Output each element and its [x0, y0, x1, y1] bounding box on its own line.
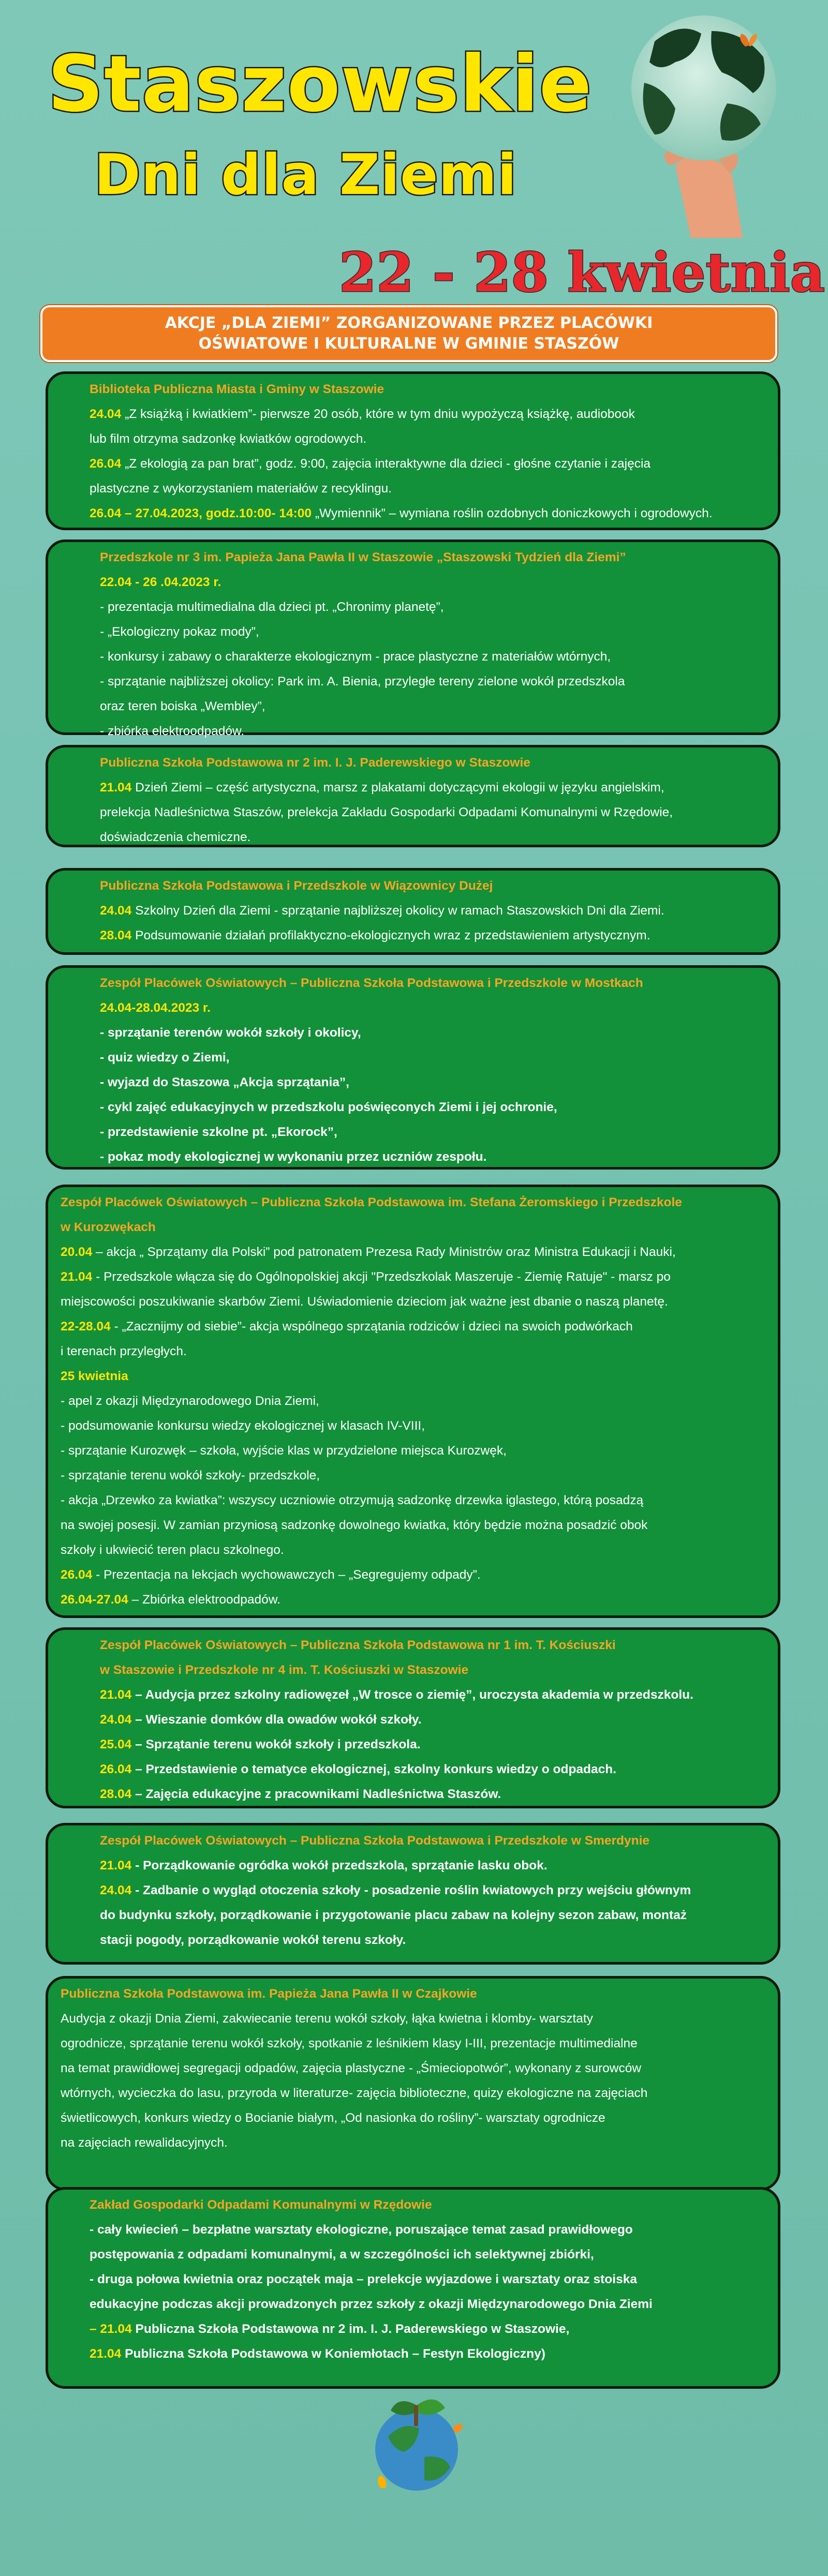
list-item: [61, 1513, 778, 1538]
item-date: 25.04: [100, 1738, 132, 1751]
list-item: [100, 1732, 778, 1757]
list-item: [100, 1853, 778, 1878]
item-text: - apel z okazji Międzynarodowego Dnia Ziemi,: [61, 1394, 319, 1408]
list-item: [61, 2006, 778, 2031]
item-date: 21.04: [100, 1688, 132, 1702]
item-text: na zajęciach rewalidacyjnych.: [61, 2136, 228, 2150]
item-text: - pokaz mody ekologicznej w wykonaniu przez uczniów zespołu.: [100, 1150, 487, 1164]
list-item: [61, 1314, 778, 1339]
item-text: - Przedszkole włącza się do Ogólnopolskiej akcji "Przedszkolak Maszeruje - Ziemię Ratuje" - marsz po: [92, 1270, 671, 1284]
list-item: [100, 694, 778, 719]
item-text: - cykl zajęć edukacyjnych w przedszkolu poświęconych Ziemi i jej ochronie,: [100, 1100, 557, 1114]
item-text: do budynku szkoły, porządkowanie i przygotowanie placu zabaw na kolejny sezon zabaw, montaż: [100, 1908, 687, 1922]
item-date: 21.04: [90, 2347, 122, 2361]
list-item: [90, 501, 778, 526]
list-item: [61, 2131, 778, 2155]
list-item: [61, 1414, 778, 1439]
list-item: [61, 1339, 778, 1364]
item-date: 24.04: [90, 407, 122, 421]
section-box: [46, 868, 780, 955]
item-date: 28.04: [100, 1787, 132, 1801]
list-item: [100, 645, 778, 669]
item-text: – Wieszanie domków dla owadów wokół szkoły.: [131, 1713, 422, 1727]
list-item: [90, 2242, 778, 2267]
list-item: [61, 2056, 778, 2081]
item-text: Publiczna Szkoła Podstawowa nr 2 im. I. J. Paderewskiego w Staszowie,: [131, 2322, 570, 2336]
item-text: - quiz wiedzy o Ziemi,: [100, 1051, 230, 1065]
item-text: ogrodnicze, sprzątanie terenu wokół szkoły, spotkanie z leśnikiem klasy I-III, prezentacje multimedialne: [61, 2036, 638, 2050]
item-text: - Porządkowanie ogródka wokół przedszkola, sprzątanie lasku obok.: [131, 1859, 548, 1873]
section-header: w Kurozwękach: [61, 1220, 156, 1234]
event-dates: 22 - 28 kwietnia: [339, 241, 825, 304]
item-date: 26.04: [100, 1762, 132, 1776]
section-box: [46, 371, 780, 530]
item-text: - konkursy i zabawy o charakterze ekologicznym - prace plastyczne z materiałów wtórnych,: [100, 650, 611, 664]
list-item: [100, 570, 778, 595]
section-box: [46, 1976, 780, 2191]
section-box: [46, 2187, 780, 2389]
item-date: 20.04: [61, 1245, 93, 1259]
item-text: - druga połowa kwietnia oraz początek maja – prelekcje wyjazdowe i warsztaty oraz stoiska: [90, 2272, 637, 2286]
list-item: [90, 476, 778, 501]
item-text: „Wymiennik” – wymiana roślin ozdobnych doniczkowych i ogrodowych.: [312, 506, 713, 520]
item-date: 25 kwietnia: [61, 1369, 128, 1383]
item-text: - cały kwiecień – bezpłatne warsztaty ekologiczne, poruszające temat zasad prawidłowego: [90, 2223, 633, 2237]
list-item: [61, 1439, 778, 1463]
section-header: Biblioteka Publiczna Miasta i Gminy w Staszowie: [90, 382, 385, 396]
item-text: Podsumowanie działań profilaktyczno-ekologicznych wraz z przedstawieniem artystycznym.: [131, 928, 650, 942]
tree-icon: [362, 2390, 471, 2509]
globe-icon: [613, 10, 792, 238]
list-item: [100, 1145, 778, 1170]
item-text: - przedstawienie szkolne pt. „Ekorock”,: [100, 1125, 337, 1139]
item-text: „Z książką i kwiatkiem”- pierwsze 20 osób, które w tym dniu wypożyczą książkę, audiobook: [121, 407, 635, 421]
item-text: oraz teren boiska „Wembley”,: [100, 699, 265, 713]
item-text: doświadczenia chemiczne.: [100, 830, 251, 844]
list-item: [100, 1878, 778, 1903]
item-date: 22-28.04: [61, 1320, 111, 1334]
item-text: stacji pogody, porządkowanie wokół terenu szkoły.: [100, 1933, 406, 1947]
list-item: [90, 2342, 778, 2367]
item-text: - sprzątanie terenów wokół szkoły i okolicy,: [100, 1026, 361, 1040]
section-header: Publiczna Szkoła Podstawowa i Przedszkole w Wiązownicy Dużej: [100, 879, 493, 893]
item-text: - akcja „Drzewko za kwiatka”: wszyscy uczniowie otrzymują sadzonkę drzewka iglastego, którą posadzą: [61, 1493, 644, 1507]
item-text: lub film otrzyma sadzonkę kwiatków ogrodowych.: [90, 432, 367, 446]
section-header: Publiczna Szkoła Podstawowa nr 2 im. I. J. Paderewskiego w Staszowie: [100, 756, 530, 770]
item-text: prelekcja Nadleśnictwa Staszów, prelekcja Zakładu Gospodarki Odpadami Komunalnymi w Rzędowie,: [100, 805, 673, 819]
item-date: 21.04: [100, 781, 132, 795]
item-text: – Przedstawienie o tematyce ekologicznej, szkolny konkurs wiedzy o odpadach.: [131, 1762, 617, 1776]
item-text: - sprzątanie najbliższej okolicy: Park im. A. Bienia, przyległe tereny zielone wokół przedszkola: [100, 675, 625, 688]
item-text: - sprzątanie Kurozwęk – szkoła, wyjście klas w przydzielone miejsca Kurozwęk,: [61, 1444, 507, 1458]
item-date: 21.04: [100, 1859, 132, 1873]
list-item: [100, 595, 778, 620]
section-box: [46, 965, 780, 1170]
section-header: Zespół Placówek Oświatowych – Publiczna Szkoła Podstawowa i Przedszkole w Smerdynie: [100, 1834, 650, 1848]
item-text: - prezentacja multimedialna dla dzieci pt. „Chronimy planetę”,: [100, 600, 444, 614]
item-text: Audycja z okazji Dnia Ziemi, zakwiecanie terenu wokół szkoły, łąka kwietna i klomby- warsztaty: [61, 2012, 593, 2026]
list-item: [100, 620, 778, 645]
list-item: [61, 1463, 778, 1488]
item-text: - sprzątanie terenu wokół szkoły- przedszkole,: [61, 1469, 320, 1482]
list-item: [100, 1757, 778, 1782]
list-item: [100, 1045, 778, 1070]
list-item: [61, 1364, 778, 1389]
list-item: [90, 2267, 778, 2292]
title-line-2: Dni dla Ziemi: [94, 143, 518, 207]
list-item: [61, 2106, 778, 2131]
item-text: i terenach przyległych.: [61, 1344, 187, 1358]
item-text: - wyjazd do Staszowa „Akcja sprzątania”,: [100, 1075, 349, 1089]
list-item: [100, 775, 778, 800]
list-item: [90, 452, 778, 476]
list-item: [100, 1928, 778, 1953]
item-text: – Zbiórka elektroodpadów.: [128, 1593, 280, 1607]
list-item: [61, 1389, 778, 1414]
list-item: [90, 2218, 778, 2242]
list-item: [100, 1903, 778, 1928]
list-item: [61, 1290, 778, 1314]
item-text: na temat prawidłowej segregacji odpadów, zajęcia plastyczne - „Śmieciopotwór”, wykonany z surowców: [61, 2061, 642, 2075]
item-text: miejscowości poszukiwanie skarbów Ziemi. Uświadomienie dzieciom jak ważne jest dbanie o naszą planetę.: [61, 1295, 668, 1309]
item-text: – Sprzątanie terenu wokół szkoły i przedszkola.: [131, 1738, 421, 1751]
item-text: świetlicowych, konkurs wiedzy o Bocianie białym, „Od nasionka do rośliny”- warsztaty ogrodnicze: [61, 2111, 605, 2125]
list-item: [61, 1563, 778, 1587]
list-item: [61, 2031, 778, 2056]
item-text: – Audycja przez szkolny radiowęzeł „W trosce o ziemię”, uroczysta akademia w przedszkolu.: [131, 1688, 693, 1702]
item-text: - „Zacznijmy od siebie”- akcja wspólnego sprzątania rodziców i dzieci na swoich podwórkach: [110, 1320, 633, 1334]
item-text: plastyczne z wykorzystaniem materiałów z recyklingu.: [90, 482, 392, 496]
section-header: Zespół Placówek Oświatowych – Publiczna Szkoła Podstawowa im. Stefana Żeromskiego i Przedszkole: [61, 1195, 682, 1209]
item-date: 26.04 – 27.04.2023, godz.10:00- 14:00: [90, 506, 312, 520]
item-date: 28.04: [100, 928, 132, 942]
section-box: [46, 540, 780, 738]
item-date: 21.04: [61, 1270, 93, 1284]
section-box: [46, 1627, 780, 1808]
section-header: Zespół Placówek Oświatowych – Publiczna Szkoła Podstawowa nr 1 im. T. Kościuszki: [100, 1638, 616, 1652]
header-banner: [40, 305, 777, 362]
list-item: [100, 825, 778, 850]
item-text: Dzień Ziemi – część artystyczna, marsz z plakatami dotyczącymi ekologii w języku angielskim,: [131, 781, 664, 795]
section-header: Przedszkole nr 3 im. Papieża Jana Pawła II w Staszowie „Staszowski Tydzień dla Ziemi”: [100, 550, 626, 564]
item-text: Szkolny Dzień dla Ziemi - sprzątanie najbliższej okolicy w ramach Staszowskich Dni dla Ziemi.: [131, 904, 664, 918]
item-date: 26.04: [61, 1568, 93, 1582]
item-date: 26.04-27.04: [61, 1593, 128, 1607]
list-item: [61, 1488, 778, 1513]
list-item: [100, 1120, 778, 1145]
section-box: [46, 1185, 780, 1618]
list-item: [100, 996, 778, 1021]
item-date: 24.04: [100, 1883, 132, 1897]
section-box: [46, 745, 780, 847]
item-text: Publiczna Szkoła Podstawowa w Koniemłotach – Festyn Ekologiczny): [121, 2347, 545, 2361]
item-text: - Zadbanie o wygląd otoczenia szkoły - posadzenie roślin kwiatowych przy wejściu głównym: [131, 1883, 691, 1897]
item-date: 26.04: [90, 457, 122, 471]
item-text: - zbiórka elektroodpadów.: [100, 724, 245, 738]
list-item: [100, 719, 778, 744]
item-text: edukacyjne podczas akcji prowadzonych przez szkoły z okazji Międzynarodowego Dnia Ziemi: [90, 2297, 653, 2311]
item-text: - „Ekologiczny pokaz mody”,: [100, 625, 259, 639]
item-text: – Zajęcia edukacyjne z pracownikami Nadleśnictwa Staszów.: [131, 1787, 501, 1801]
list-item: [61, 1538, 778, 1563]
item-text: szkoły i ukwiecić teren placu szkolnego.: [61, 1543, 284, 1557]
list-item: [61, 1240, 778, 1265]
section-header: Zakład Gospodarki Odpadami Komunalnymi w Rzędowie: [90, 2198, 432, 2212]
list-item: [61, 2081, 778, 2106]
item-text: - Prezentacja na lekcjach wychowawczych – „Segregujemy odpady”.: [92, 1568, 481, 1582]
list-item: [100, 800, 778, 825]
list-item: [90, 427, 778, 452]
item-date: 22.04 - 26 .04.2023 r.: [100, 575, 221, 589]
section-box: [46, 1823, 780, 1965]
list-item: [90, 2292, 778, 2317]
list-item: [100, 669, 778, 694]
hand-icon: [664, 151, 743, 238]
item-text: postępowania z odpadami komunalnymi, a w szczególności ich selektywnej zbiórki,: [90, 2248, 594, 2262]
list-item: [90, 2317, 778, 2342]
list-item: [100, 1070, 778, 1095]
item-text: „Z ekologią za pan brat”, godz. 9:00, zajęcia interaktywne dla dzieci - głośne czytanie i zajęcia: [121, 457, 651, 471]
section-header: w Staszowie i Przedszkole nr 4 im. T. Kościuszki w Staszowie: [100, 1663, 469, 1677]
list-item: [100, 1708, 778, 1732]
item-text: na swojej posesji. W zamian przyniosą sadzonkę dowolnego kwiatka, który będzie można posadzić obok: [61, 1518, 648, 1532]
item-text: - podsumowanie konkursu wiedzy ekologicznej w klasach IV-VIII,: [61, 1419, 425, 1433]
list-item: [100, 1095, 778, 1120]
item-date: 24.04: [100, 904, 132, 918]
list-item: [100, 923, 778, 948]
list-item: [100, 898, 778, 923]
item-text: wtórnych, wycieczka do lasu, przyroda w literaturze- zajęcia biblioteczne, quizy ekologiczne na zajęciach: [61, 2086, 648, 2100]
title-line-1: Staszowskie: [48, 39, 593, 129]
item-date: 24.04-28.04.2023 r.: [100, 1001, 211, 1015]
list-item: [100, 1021, 778, 1045]
list-item: [61, 1587, 778, 1612]
item-text: – akcja „ Sprzątamy dla Polski” pod patronatem Prezesa Rady Ministrów oraz Ministra Edukacji i Nauki,: [92, 1245, 676, 1259]
item-date: 24.04: [100, 1713, 132, 1727]
item-date: – 21.04: [90, 2322, 132, 2336]
list-item: [100, 1782, 778, 1807]
list-item: [61, 1265, 778, 1290]
section-header: Publiczna Szkoła Podstawowa im. Papieża Jana Pawła II w Czajkowie: [61, 1987, 477, 2001]
banner-text: AKCJE „DLA ZIEMI” ZORGANIZOWANE PRZEZ PLACÓWKI OŚWIATOWE I KULTURALNE W GMINIE STASZÓW: [165, 313, 653, 353]
list-item: [100, 1683, 778, 1708]
section-header: Zespół Placówek Oświatowych – Publiczna Szkoła Podstawowa i Przedszkole w Mostkach: [100, 976, 643, 990]
list-item: [90, 402, 778, 427]
